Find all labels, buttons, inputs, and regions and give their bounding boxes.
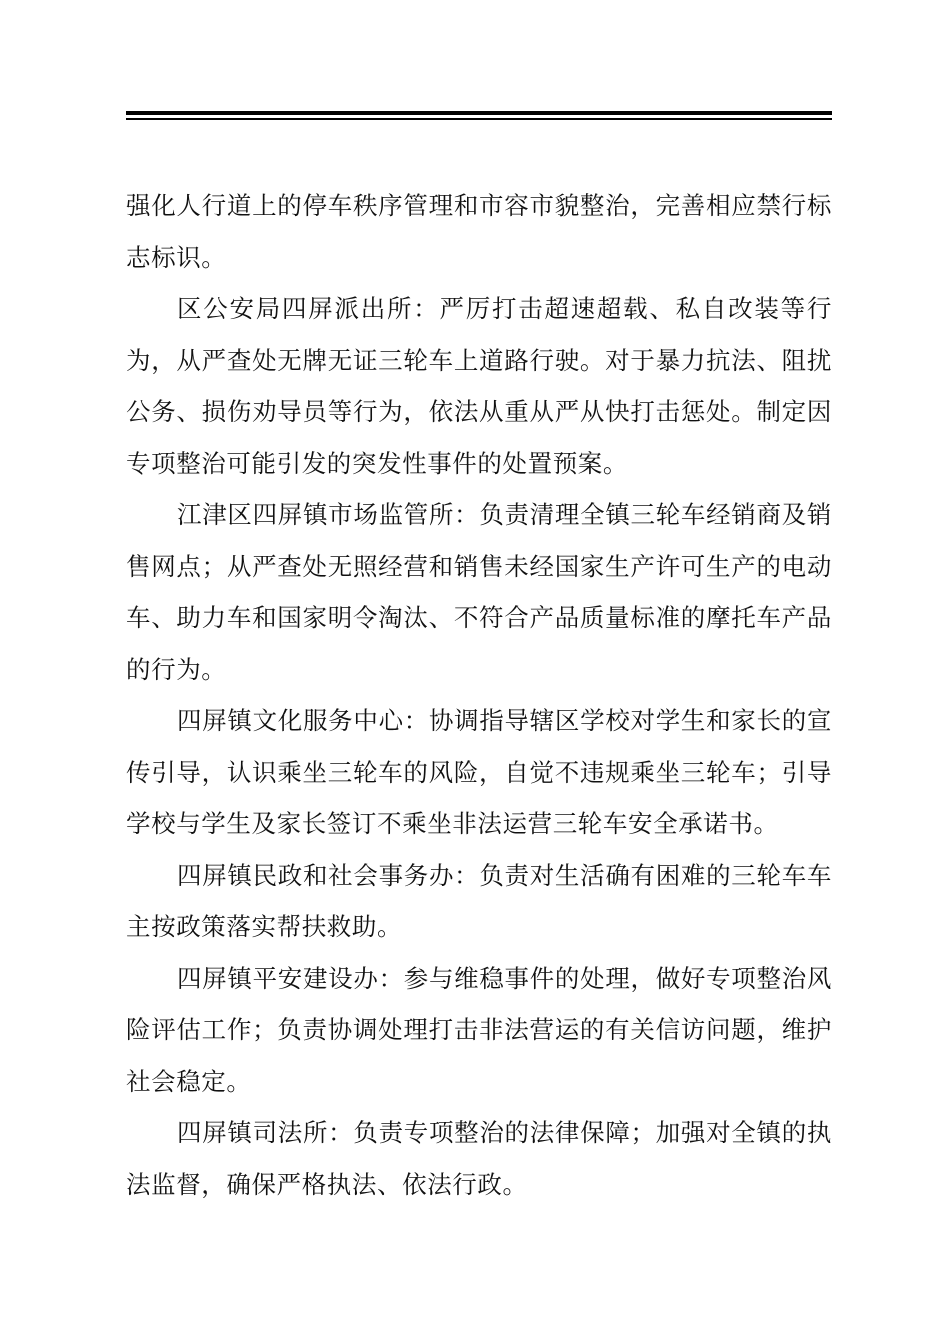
header-rule-thin	[126, 118, 832, 120]
paragraph-safety-office: 四屏镇平安建设办：参与维稳事件的处理，做好专项整治风险评估工作；负责协调处理打击非法营运的有关信访问题，维护社会稳定。	[126, 963, 832, 1096]
paragraph-public-security: 区公安局四屏派出所：严厉打击超速超载、私自改装等行为，从严查处无牌无证三轮车上道路行驶。对于暴力抗法、阻扰公务、损伤劝导员等行为，依法从重从严从快打击惩处。制定因专项整治可能引发的突发性事件的处置预案。	[126, 294, 832, 478]
header-double-rule	[126, 111, 832, 120]
paragraph-judicial-office: 四屏镇司法所：负责专项整治的法律保障；加强对全镇的执法监督，确保严格执法、依法行政。	[126, 1118, 832, 1199]
paragraph-continuation: 强化人行道上的停车秩序管理和市容市貌整治，完善相应禁行标志标识。	[126, 191, 832, 272]
paragraph-market-supervision: 江津区四屏镇市场监管所：负责清理全镇三轮车经销商及销售网点；从严查处无照经营和销售未经国家生产许可生产的电动车、助力车和国家明令淘汰、不符合产品质量标准的摩托车产品的行为。	[126, 500, 832, 684]
document-body	[126, 180, 832, 1210]
paragraph-civil-affairs: 四屏镇民政和社会事务办：负责对生活确有困难的三轮车车主按政策落实帮扶救助。	[126, 860, 832, 941]
paragraph-culture-center: 四屏镇文化服务中心：协调指导辖区学校对学生和家长的宣传引导，认识乘坐三轮车的风险，自觉不违规乘坐三轮车；引导学校与学生及家长签订不乘坐非法运营三轮车安全承诺书。	[126, 706, 832, 838]
header-rule-thick	[126, 111, 832, 115]
